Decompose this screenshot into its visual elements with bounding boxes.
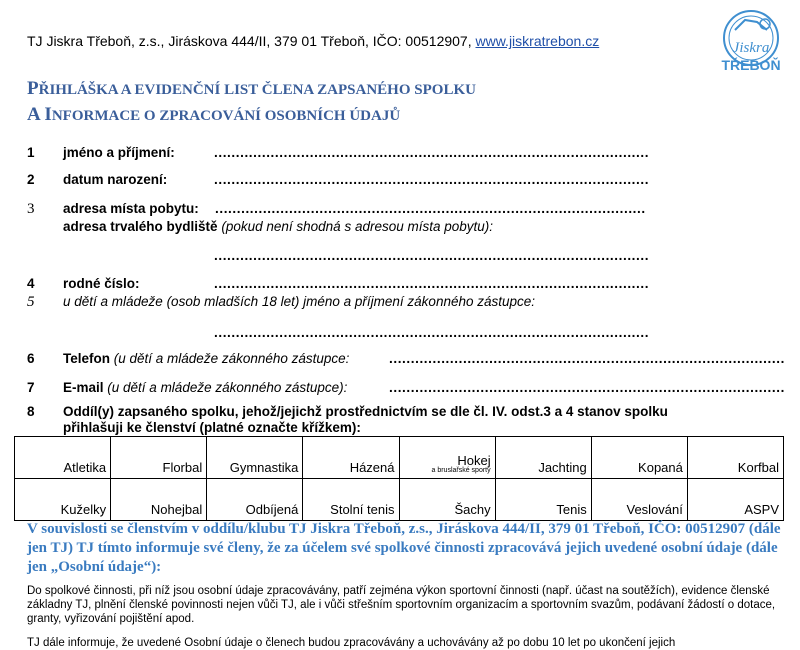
sports-row-1 — [15, 437, 784, 479]
birth-number-input-line[interactable]: .................................................................................................... — [214, 276, 650, 291]
sport-cell[interactable]: Korfbal — [687, 437, 783, 479]
logo-text-bottom: TŘEBOŇ — [721, 57, 781, 73]
gdpr-body-paragraph: Do spolkové činnosti, při níž jsou osobní údaje zpracovávány, patří zejména výkon sportovní činnosti (např. účast na soutěžích), evidence členské základny TJ, plnění členské povinnosti nejen vůči TJ, ale i vůči střešním sportovním organizacím a sportovním svazům, podávaní žádostí o dotace, granty, vyřizování pojištění apod. — [27, 585, 776, 625]
phone-input-line[interactable]: ........................................................................................... — [389, 351, 785, 366]
form-title-line1: PŘIHLÁŠKA A EVIDENČNÍ LIST ČLENA ZAPSANÉHO SPOLKU — [27, 78, 476, 99]
gdpr-intro-paragraph: V souvislosti se členstvím v oddílu/klubu TJ Jiskra Třeboň, z.s., Jiráskova 444/II, 379 01 Třeboň, IČO: 00512907 (dále jen TJ) TJ tímto informuje své členy, že za účelem své spolkové činnosti zpracovává jejich uvedené osobní údaje (dále jen „Osobní údaje“): — [27, 521, 781, 575]
sport-cell[interactable]: Atletika — [15, 437, 111, 479]
sport-cell[interactable]: Házená — [303, 437, 399, 479]
sport-cell[interactable]: Veslování — [591, 479, 687, 521]
sports-row-2 — [15, 479, 784, 521]
gdpr-body-paragraph-2: TJ dále informuje, že uvedené Osobní údaje o členech budou zpracovávány a uchovávány až po dobu 10 let po ukončení jejich — [27, 637, 676, 649]
sport-cell-hokej[interactable] — [399, 437, 495, 479]
sport-cell[interactable]: Gymnastika — [207, 437, 303, 479]
permanent-address-input-line[interactable]: .................................................................................................... — [214, 248, 650, 263]
website-link[interactable]: www.jiskratrebon.cz — [475, 33, 600, 49]
sport-cell[interactable]: Jachting — [495, 437, 591, 479]
sport-cell[interactable]: Šachy — [399, 479, 495, 521]
hokej-sublabel: a bruslařské sporty — [431, 467, 491, 474]
sport-cell[interactable]: ASPV — [687, 479, 783, 521]
sport-cell[interactable]: Florbal — [111, 437, 207, 479]
sport-cell[interactable]: Tenis — [495, 479, 591, 521]
hokej-label: Hokej — [457, 453, 491, 468]
club-logo — [705, 8, 797, 76]
sport-cell[interactable]: Odbíjená — [207, 479, 303, 521]
sport-cell[interactable]: Nohejbal — [111, 479, 207, 521]
sport-cell[interactable]: Kopaná — [591, 437, 687, 479]
logo-text-top: Jiskra — [732, 40, 770, 56]
sport-cell[interactable]: Stolní tenis — [303, 479, 399, 521]
address-input-line[interactable]: ................................................................................................... — [215, 201, 646, 216]
guardian-input-line[interactable]: .................................................................................................... — [214, 325, 650, 340]
sport-cell[interactable]: Kuželky — [15, 479, 111, 521]
header-line — [27, 33, 599, 49]
org-address: TJ Jiskra Třeboň, z.s., Jiráskova 444/II, 379 01 Třeboň, IČO: 00512907, — [27, 33, 472, 49]
birthdate-input-line[interactable]: .................................................................................................... — [214, 172, 650, 187]
form-title-line2: A INFORMACE O ZPRACOVÁNÍ OSOBNÍCH ÚDAJŮ — [27, 104, 401, 125]
email-input-line[interactable]: ........................................................................................... — [389, 380, 785, 395]
name-input-line[interactable]: .................................................................................................... — [214, 145, 650, 160]
sports-table — [14, 436, 784, 521]
